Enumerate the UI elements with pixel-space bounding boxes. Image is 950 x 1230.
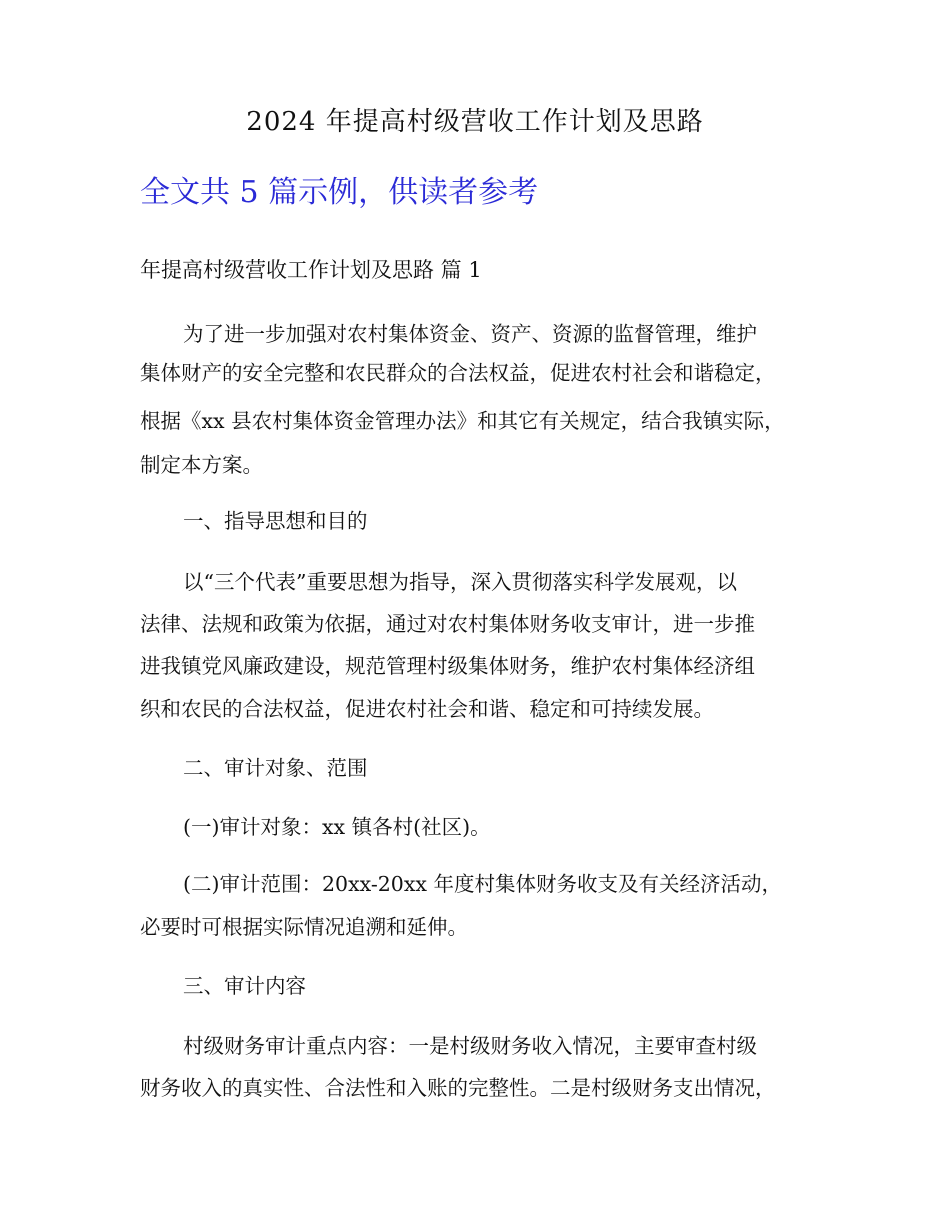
paragraph-line: 必要时可根据实际情况追溯和延伸。 xyxy=(140,915,468,939)
document-subtitle: 全文共 5 篇示例，供读者参考 xyxy=(140,175,539,210)
paragraph-line: 织和农民的合法权益，促进农村社会和谐、稳定和可持续发展。 xyxy=(140,697,714,721)
paragraph-line: (二)审计范围：20xx-20xx 年度村集体财务收支及有关经济活动， xyxy=(183,872,782,896)
paragraph-line: 制定本方案。 xyxy=(140,453,263,477)
paragraph-line: 为了进一步加强对农村集体资金、资产、资源的监督管理，维护 xyxy=(183,322,757,346)
paragraph-line: 法律、法规和政策为依据，通过对农村集体财务收支审计，进一步推 xyxy=(140,612,755,636)
document-title: 2024 年提高村级营收工作计划及思路 xyxy=(246,107,704,137)
paragraph-line: 进我镇党风廉政建设，规范管理村级集体财务，维护农村集体经济组 xyxy=(140,654,755,678)
section-heading: 年提高村级营收工作计划及思路 篇 1 xyxy=(140,258,482,282)
paragraph-line: 集体财产的安全完整和农民群众的合法权益，促进农村社会和谐稳定， xyxy=(140,361,776,385)
paragraph-line: (一)审计对象：xx 镇各村(社区)。 xyxy=(183,815,491,839)
paragraph-line: 村级财务审计重点内容：一是村级财务收入情况，主要审查村级 xyxy=(183,1034,757,1058)
paragraph-line: 根据《xx 县农村集体资金管理办法》和其它有关规定，结合我镇实际， xyxy=(140,409,785,433)
heading-line: 二、审计对象、范围 xyxy=(183,756,368,780)
paragraph-line: 以“三个代表”重要思想为指导，深入贯彻落实科学发展观，以 xyxy=(183,570,737,594)
paragraph-line: 财务收入的真实性、合法性和入账的完整性。二是村级财务支出情况， xyxy=(140,1076,776,1100)
heading-line: 三、审计内容 xyxy=(183,974,306,998)
heading-line: 一、指导思想和目的 xyxy=(183,509,368,533)
